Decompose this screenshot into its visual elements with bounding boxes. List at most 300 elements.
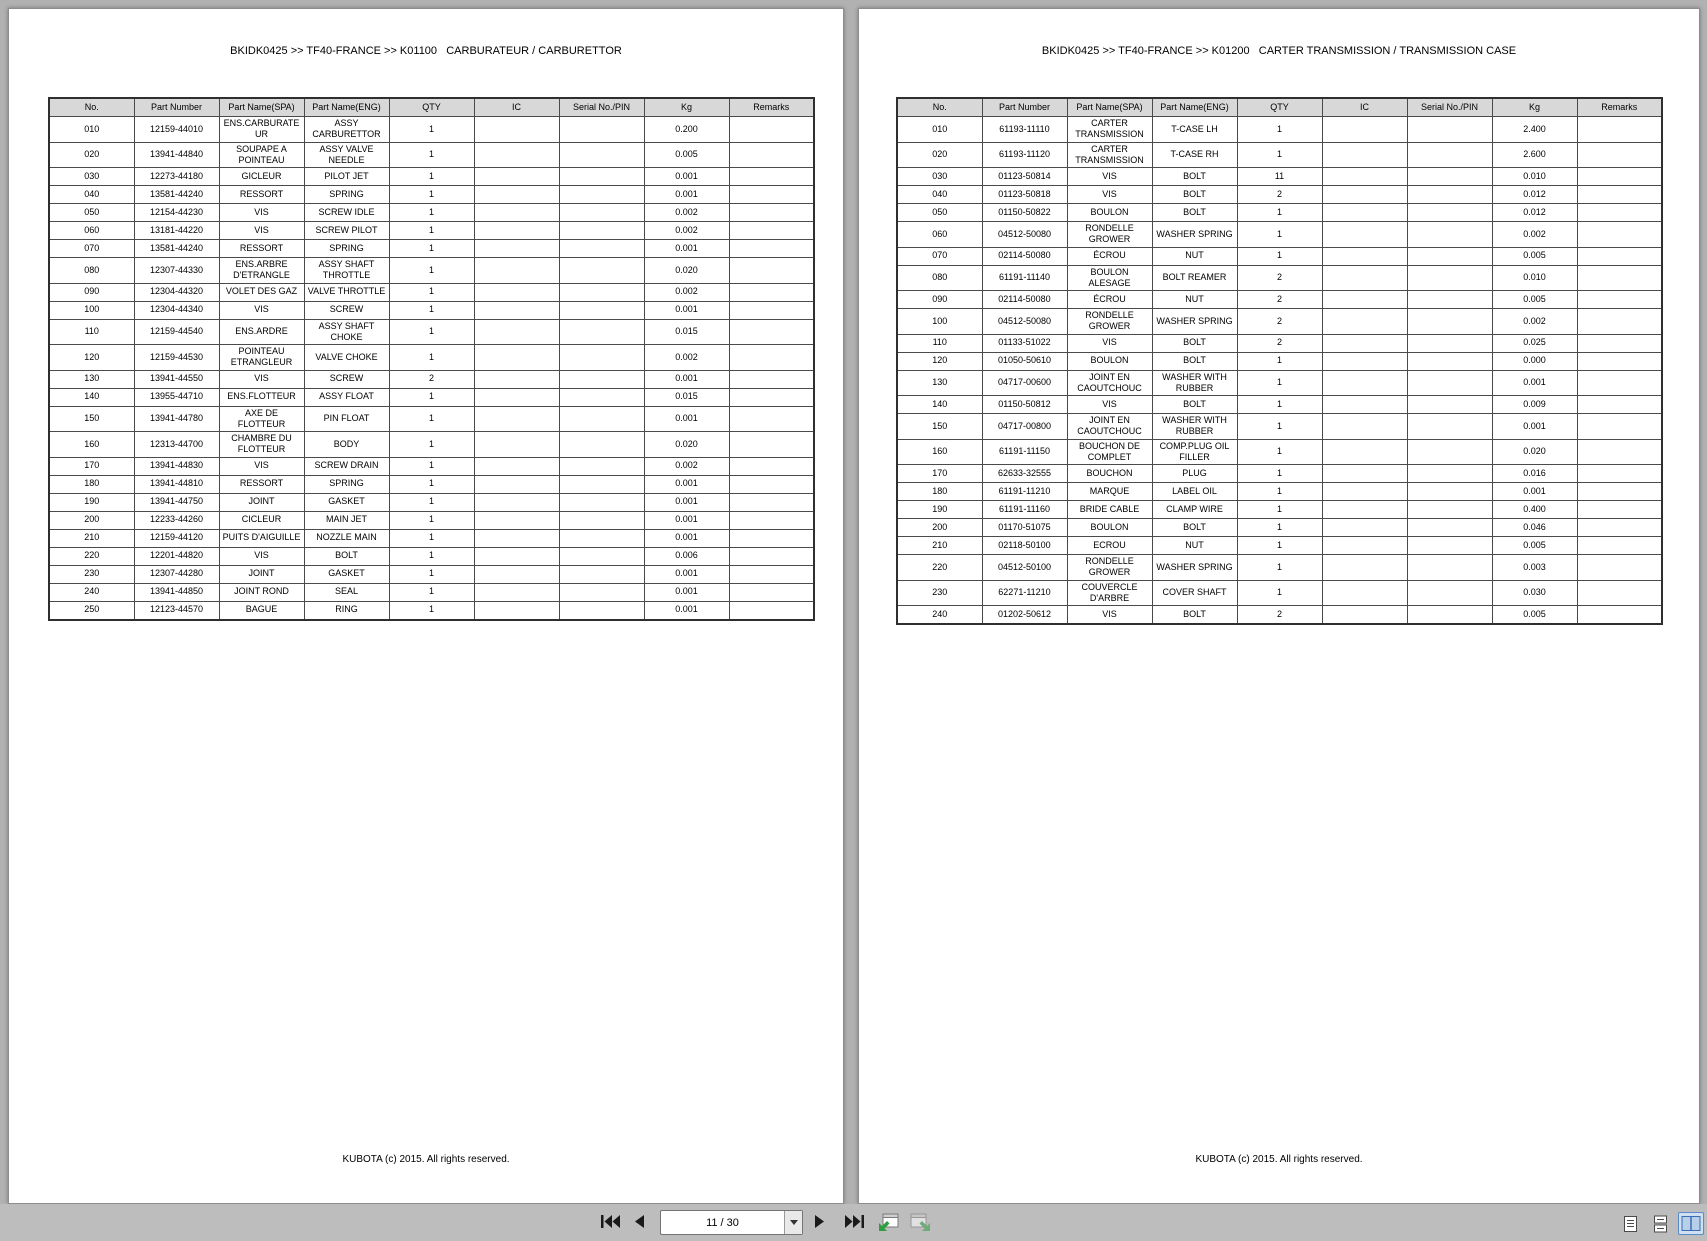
cell — [559, 583, 644, 601]
cell — [1407, 580, 1492, 606]
cell — [1322, 396, 1407, 414]
cell: 0.002 — [644, 283, 729, 301]
cell: AXE DE FLOTTEUR — [219, 406, 304, 432]
cell: 13941-44780 — [134, 406, 219, 432]
cell: 01133-51022 — [982, 334, 1067, 352]
cell: SPRING — [304, 186, 389, 204]
cell: 1 — [1237, 580, 1322, 606]
cell: BOLT — [304, 547, 389, 565]
cell: SCREW IDLE — [304, 204, 389, 222]
cell: 12304-44340 — [134, 301, 219, 319]
table-row — [49, 511, 814, 529]
last-page-icon — [844, 1214, 865, 1229]
cell: ÉCROU — [1067, 291, 1152, 309]
cell: WASHER SPRING — [1152, 222, 1237, 248]
table-row — [897, 247, 1662, 265]
cell — [729, 601, 814, 620]
cell: 0.005 — [1492, 291, 1577, 309]
cell — [1407, 537, 1492, 555]
cell: 0.001 — [644, 168, 729, 186]
cell: 01050-50610 — [982, 352, 1067, 370]
cell — [729, 547, 814, 565]
cell — [559, 388, 644, 406]
cell: PUITS D'AIGUILLE — [219, 529, 304, 547]
page-title: BKIDK0425 >> TF40-FRANCE >> K01100 CARBURATEUR / CARBURETTOR — [230, 45, 622, 57]
cell: MAIN JET — [304, 511, 389, 529]
cell: ASSY FLOAT — [304, 388, 389, 406]
cell: BOLT — [1152, 186, 1237, 204]
facing-pages-view-icon — [1681, 1215, 1701, 1232]
cell: 0.016 — [1492, 465, 1577, 483]
single-page-view-icon — [1623, 1215, 1638, 1233]
cell — [559, 345, 644, 371]
table-row — [897, 606, 1662, 625]
continuous-view-button[interactable] — [1650, 1212, 1671, 1236]
cell: 0.006 — [644, 547, 729, 565]
cell: 12307-44280 — [134, 565, 219, 583]
table-row — [897, 439, 1662, 465]
cell: 0.001 — [1492, 414, 1577, 440]
cell: SCREW PILOT — [304, 222, 389, 240]
cell — [729, 186, 814, 204]
cell — [1322, 370, 1407, 396]
cell: RESSORT — [219, 186, 304, 204]
column-header: Serial No./PIN — [1407, 98, 1492, 117]
cell — [474, 547, 559, 565]
table-row — [49, 283, 814, 301]
cell: 010 — [897, 117, 982, 143]
continuous-view-icon — [1653, 1215, 1668, 1233]
cell: PIN FLOAT — [304, 406, 389, 432]
cell: CARTER TRANSMISSION — [1067, 117, 1152, 143]
cell: 110 — [49, 319, 134, 345]
cell: 0.001 — [644, 186, 729, 204]
cell — [474, 475, 559, 493]
cell: 020 — [49, 142, 134, 168]
cell — [729, 345, 814, 371]
cell — [1407, 117, 1492, 143]
cell — [559, 601, 644, 620]
cell — [729, 222, 814, 240]
table-row — [897, 334, 1662, 352]
cell — [1407, 352, 1492, 370]
cell — [474, 186, 559, 204]
cell: 1 — [389, 222, 474, 240]
table-row — [49, 186, 814, 204]
column-header: Kg — [1492, 98, 1577, 117]
cell: ASSY SHAFT THROTTLE — [304, 258, 389, 284]
cell — [729, 432, 814, 458]
cell — [474, 432, 559, 458]
cell: WASHER SPRING — [1152, 555, 1237, 581]
cell: 0.020 — [1492, 439, 1577, 465]
cell: 220 — [897, 555, 982, 581]
cell — [1577, 186, 1662, 204]
open-page-new-window-alt-icon — [909, 1212, 932, 1233]
cell: BOLT — [1152, 606, 1237, 625]
cell: 040 — [49, 186, 134, 204]
cell: 0.400 — [1492, 501, 1577, 519]
cell — [1322, 537, 1407, 555]
cell: 12159-44540 — [134, 319, 219, 345]
go-next-button[interactable] — [814, 1214, 826, 1229]
cell — [474, 565, 559, 583]
cell: 240 — [49, 583, 134, 601]
cell — [729, 457, 814, 475]
cell: 02114-50080 — [982, 247, 1067, 265]
cell: 1 — [1237, 142, 1322, 168]
cell — [1407, 465, 1492, 483]
cell: GASKET — [304, 493, 389, 511]
cell — [1577, 537, 1662, 555]
cell: BOULON ALESAGE — [1067, 265, 1152, 291]
cell — [559, 406, 644, 432]
table-row — [897, 352, 1662, 370]
cell: 1 — [389, 240, 474, 258]
cell — [1577, 222, 1662, 248]
table-row — [897, 396, 1662, 414]
cell: SCREW — [304, 370, 389, 388]
cell: 1 — [1237, 483, 1322, 501]
cell: 12313-44700 — [134, 432, 219, 458]
cell: VIS — [219, 204, 304, 222]
cell: JOINT ROND — [219, 583, 304, 601]
cell — [559, 475, 644, 493]
cell: 0.005 — [1492, 606, 1577, 625]
cell: 120 — [49, 345, 134, 371]
cell: SOUPAPE A POINTEAU — [219, 142, 304, 168]
cell — [1407, 291, 1492, 309]
cell: 140 — [49, 388, 134, 406]
table-row — [897, 291, 1662, 309]
cell — [729, 168, 814, 186]
cell: 1 — [1237, 519, 1322, 537]
cell: 13941-44850 — [134, 583, 219, 601]
cell: 0.002 — [644, 204, 729, 222]
cell: 190 — [897, 501, 982, 519]
cell: ENS.CARBURATEUR — [219, 117, 304, 143]
cell — [559, 168, 644, 186]
cell — [474, 457, 559, 475]
cell: 1 — [389, 258, 474, 284]
cell: 1 — [389, 117, 474, 143]
cell: 250 — [49, 601, 134, 620]
cell: 230 — [897, 580, 982, 606]
go-last-button[interactable] — [844, 1214, 865, 1229]
open-page-new-window-icon — [877, 1212, 900, 1233]
cell: 1 — [1237, 555, 1322, 581]
cell — [1577, 370, 1662, 396]
cell: 0.001 — [644, 511, 729, 529]
cell — [1577, 555, 1662, 581]
copyright-footer: KUBOTA (c) 2015. All rights reserved. — [342, 1154, 510, 1165]
cell — [1577, 117, 1662, 143]
cell — [1577, 483, 1662, 501]
cell — [1322, 501, 1407, 519]
cell — [729, 565, 814, 583]
cell: NUT — [1152, 291, 1237, 309]
cell: BOLT — [1152, 519, 1237, 537]
prev-page-icon — [633, 1214, 645, 1229]
facing-pages-view-button[interactable] — [1678, 1212, 1704, 1235]
cell — [729, 319, 814, 345]
cell — [1407, 186, 1492, 204]
table-row — [49, 457, 814, 475]
cell: 240 — [897, 606, 982, 625]
cell: 100 — [49, 301, 134, 319]
cell — [559, 457, 644, 475]
cell: 1 — [1237, 247, 1322, 265]
cell — [1577, 519, 1662, 537]
cell — [559, 142, 644, 168]
table-row — [897, 222, 1662, 248]
cell: 61193-11120 — [982, 142, 1067, 168]
cell: 01170-51075 — [982, 519, 1067, 537]
cell: 170 — [49, 457, 134, 475]
cell — [474, 117, 559, 143]
cell: BOULON — [1067, 352, 1152, 370]
cell: 12304-44320 — [134, 283, 219, 301]
cell — [559, 222, 644, 240]
cell — [1407, 204, 1492, 222]
cell — [1407, 519, 1492, 537]
table-row — [897, 414, 1662, 440]
cell: 1 — [389, 475, 474, 493]
cell — [1322, 204, 1407, 222]
cell: JOINT EN CAOUTCHOUC — [1067, 414, 1152, 440]
first-page-icon — [600, 1214, 621, 1229]
cell: 02118-50100 — [982, 537, 1067, 555]
cell — [1407, 414, 1492, 440]
cell: 050 — [49, 204, 134, 222]
cell — [1577, 606, 1662, 625]
cell: BOLT REAMER — [1152, 265, 1237, 291]
cell: 1 — [389, 511, 474, 529]
cell: 0.012 — [1492, 204, 1577, 222]
cell — [474, 142, 559, 168]
cell: 0.001 — [1492, 483, 1577, 501]
table-row — [897, 501, 1662, 519]
cell — [1322, 352, 1407, 370]
cell — [729, 204, 814, 222]
cell: NOZZLE MAIN — [304, 529, 389, 547]
column-header: QTY — [1237, 98, 1322, 117]
cell: ENS.ARDRE — [219, 319, 304, 345]
cell: RESSORT — [219, 240, 304, 258]
cell: 1 — [1237, 501, 1322, 519]
cell: 1 — [1237, 370, 1322, 396]
cell: 180 — [49, 475, 134, 493]
cell: 1 — [389, 565, 474, 583]
cell: 150 — [897, 414, 982, 440]
cell — [1577, 247, 1662, 265]
cell: 61191-11210 — [982, 483, 1067, 501]
cell: 01150-50812 — [982, 396, 1067, 414]
table-row — [897, 483, 1662, 501]
table-row — [49, 370, 814, 388]
cell: T-CASE LH — [1152, 117, 1237, 143]
cell — [559, 319, 644, 345]
cell: 12123-44570 — [134, 601, 219, 620]
page-dropdown-button[interactable] — [784, 1211, 802, 1234]
cell — [1322, 265, 1407, 291]
cell: 04512-50080 — [982, 222, 1067, 248]
cell: RONDELLE GROWER — [1067, 555, 1152, 581]
cell: 0.046 — [1492, 519, 1577, 537]
cell — [559, 240, 644, 258]
single-page-view-button[interactable] — [1620, 1212, 1641, 1236]
cell: 1 — [389, 186, 474, 204]
cell — [1407, 247, 1492, 265]
cell: COVER SHAFT — [1152, 580, 1237, 606]
cell: 0.009 — [1492, 396, 1577, 414]
cell: 1 — [389, 204, 474, 222]
cell: BOLT — [1152, 168, 1237, 186]
page-number-input[interactable] — [661, 1211, 784, 1234]
cell: 1 — [389, 432, 474, 458]
cell — [729, 301, 814, 319]
cell: ECROU — [1067, 537, 1152, 555]
cell: CARTER TRANSMISSION — [1067, 142, 1152, 168]
cell — [559, 258, 644, 284]
cell: 0.001 — [644, 406, 729, 432]
cell — [729, 388, 814, 406]
cell: BODY — [304, 432, 389, 458]
cell: 01123-50814 — [982, 168, 1067, 186]
cell: 0.020 — [644, 258, 729, 284]
table-row — [897, 580, 1662, 606]
cell: JOINT EN CAOUTCHOUC — [1067, 370, 1152, 396]
cell — [474, 258, 559, 284]
table-row — [897, 186, 1662, 204]
cell — [1322, 414, 1407, 440]
cell: 0.001 — [1492, 370, 1577, 396]
cell: 0.015 — [644, 388, 729, 406]
cell — [729, 283, 814, 301]
cell: SPRING — [304, 475, 389, 493]
cell: 1 — [389, 406, 474, 432]
cell: 13955-44710 — [134, 388, 219, 406]
document-page-left — [8, 8, 844, 1204]
cell: 13941-44810 — [134, 475, 219, 493]
cell: BRIDE CABLE — [1067, 501, 1152, 519]
cell: ENS.ARBRE D'ETRANGLE — [219, 258, 304, 284]
cell: BOULON — [1067, 204, 1152, 222]
cell — [474, 319, 559, 345]
cell — [559, 547, 644, 565]
cell: 230 — [49, 565, 134, 583]
table-row — [49, 204, 814, 222]
cell: 61191-11160 — [982, 501, 1067, 519]
cell: 12273-44180 — [134, 168, 219, 186]
cell: 0.001 — [644, 529, 729, 547]
go-prev-button[interactable] — [633, 1214, 645, 1229]
cell: 2 — [1237, 334, 1322, 352]
cell: ASSY SHAFT CHOKE — [304, 319, 389, 345]
cell — [1577, 501, 1662, 519]
cell — [1577, 465, 1662, 483]
cell: 070 — [897, 247, 982, 265]
cell: 0.025 — [1492, 334, 1577, 352]
cell: RING — [304, 601, 389, 620]
cell: 1 — [1237, 117, 1322, 143]
cell: 0.015 — [644, 319, 729, 345]
cell — [1577, 396, 1662, 414]
cell: 13941-44840 — [134, 142, 219, 168]
column-header: Part Name(SPA) — [219, 98, 304, 117]
cell: 130 — [897, 370, 982, 396]
cell — [729, 258, 814, 284]
cell: 1 — [1237, 439, 1322, 465]
cell — [1407, 334, 1492, 352]
cell: GICLEUR — [219, 168, 304, 186]
cell — [729, 529, 814, 547]
column-header: IC — [1322, 98, 1407, 117]
cell: 130 — [49, 370, 134, 388]
cell: VIS — [1067, 168, 1152, 186]
cell: 0.005 — [1492, 247, 1577, 265]
cell — [1322, 580, 1407, 606]
cell: 2.400 — [1492, 117, 1577, 143]
cell — [1322, 519, 1407, 537]
column-header: No. — [897, 98, 982, 117]
cell: 12159-44530 — [134, 345, 219, 371]
cell: NUT — [1152, 247, 1237, 265]
cell: RESSORT — [219, 475, 304, 493]
cell — [559, 432, 644, 458]
cell: 1 — [389, 345, 474, 371]
cell: 090 — [897, 291, 982, 309]
cell — [1322, 309, 1407, 335]
cell: 0.001 — [644, 370, 729, 388]
cell: ENS.FLOTTEUR — [219, 388, 304, 406]
table-row — [49, 222, 814, 240]
cell — [474, 388, 559, 406]
cell: 090 — [49, 283, 134, 301]
table-header-row — [49, 98, 814, 117]
column-header: Part Name(SPA) — [1067, 98, 1152, 117]
page-indicator-box — [660, 1210, 803, 1235]
cell: 2 — [1237, 265, 1322, 291]
open-page-new-window-button[interactable] — [877, 1212, 900, 1233]
cell — [474, 601, 559, 620]
cell: 62633-32555 — [982, 465, 1067, 483]
cell: VIS — [219, 547, 304, 565]
cell: 190 — [49, 493, 134, 511]
cell: 1 — [1237, 396, 1322, 414]
cell: 1 — [389, 583, 474, 601]
open-page-new-window-secondary-button[interactable] — [909, 1212, 932, 1233]
chevron-down-icon — [790, 1220, 798, 1225]
cell: 1 — [389, 319, 474, 345]
cell — [474, 222, 559, 240]
go-first-button[interactable] — [600, 1214, 621, 1229]
cell — [559, 370, 644, 388]
cell: 04512-50080 — [982, 309, 1067, 335]
cell: ASSY CARBURETTOR — [304, 117, 389, 143]
cell: 1 — [389, 547, 474, 565]
cell — [1577, 439, 1662, 465]
table-row — [49, 388, 814, 406]
cell: 2 — [1237, 291, 1322, 309]
cell: JOINT — [219, 493, 304, 511]
cell: 0.001 — [644, 601, 729, 620]
cell — [1322, 483, 1407, 501]
cell: SPRING — [304, 240, 389, 258]
cell: 0.000 — [1492, 352, 1577, 370]
cell: 150 — [49, 406, 134, 432]
column-header: Part Name(ENG) — [304, 98, 389, 117]
